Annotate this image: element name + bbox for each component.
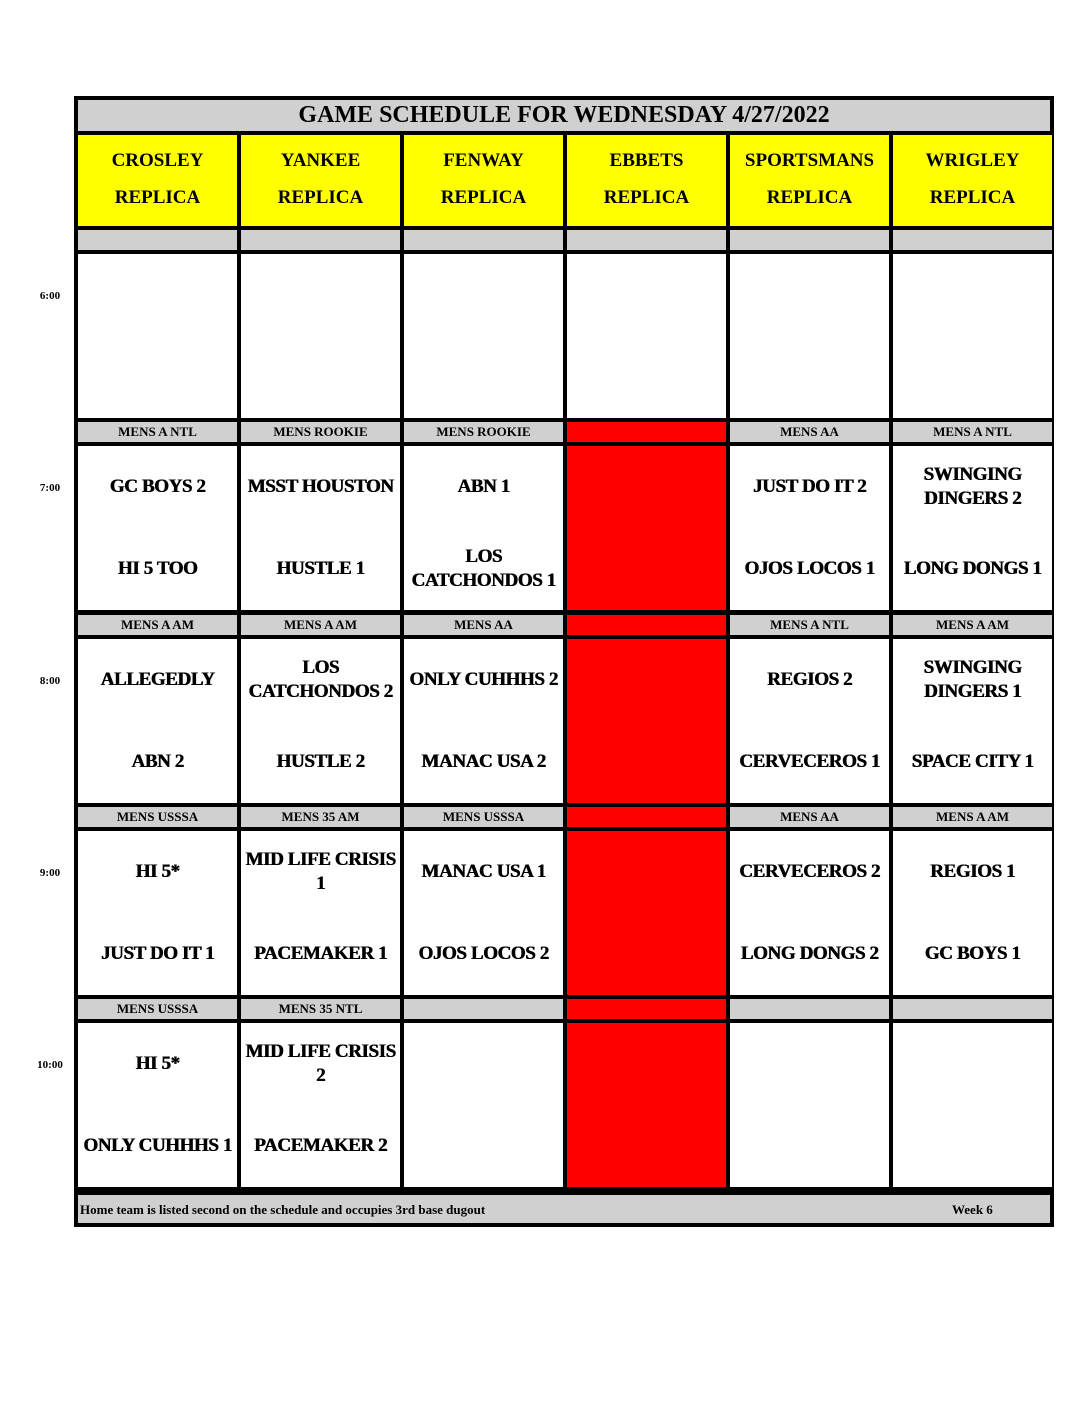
division-label: MENS AA [404, 615, 563, 635]
division-label [404, 999, 563, 1019]
division-label: MENS USSSA [78, 807, 237, 827]
visiting-team: SWINGING DINGERS 2 [923, 464, 1022, 510]
game-cell [241, 446, 400, 610]
game-cell [730, 1023, 889, 1187]
game-cell [78, 254, 237, 418]
home-team: MANAC USA 2 [421, 751, 546, 773]
field-header [241, 135, 400, 226]
game-cell [567, 254, 726, 418]
division-label: MENS A NTL [730, 615, 889, 635]
game-cell [893, 639, 1052, 803]
division-label [567, 615, 726, 635]
home-team: LONG DONGS 1 [903, 558, 1042, 580]
home-team [569, 529, 724, 610]
visiting-team [569, 446, 724, 529]
week-label: Week 6 [952, 1202, 993, 1217]
division-label [567, 422, 726, 442]
home-team-note: Home team is listed second on the schedule and occupies 3rd base dugout [80, 1202, 486, 1217]
division-label [567, 230, 726, 250]
time-label: 10:00 [37, 1059, 63, 1071]
game-cell [78, 1023, 237, 1187]
home-team [243, 337, 398, 418]
division-label: MENS A NTL [893, 422, 1052, 442]
home-team: JUST DO IT 1 [100, 943, 215, 965]
division-label [893, 230, 1052, 250]
visiting-team: SWINGING DINGERS 1 [923, 657, 1022, 703]
game-cell [404, 639, 563, 803]
home-team [406, 1106, 561, 1187]
game-cell [241, 254, 400, 418]
division-label [730, 230, 889, 250]
home-team: OJOS LOCOS 2 [418, 943, 549, 965]
visiting-team: MID LIFE CRISIS 1 [245, 849, 396, 895]
home-team [569, 722, 724, 803]
division-label [567, 999, 726, 1019]
visiting-team [406, 254, 561, 337]
division-label: MENS A AM [241, 615, 400, 635]
division-label [893, 999, 1052, 1019]
visiting-team [243, 254, 398, 337]
time-label: 6:00 [39, 290, 61, 302]
visiting-team: HI 5* [135, 861, 180, 883]
visiting-team: REGIOS 1 [930, 861, 1015, 883]
game-cell [404, 446, 563, 610]
home-team [895, 1106, 1050, 1187]
division-label [567, 807, 726, 827]
home-team: ABN 2 [131, 751, 184, 773]
division-label: MENS A AM [893, 807, 1052, 827]
division-label [730, 999, 889, 1019]
division-label: MENS ROOKIE [404, 422, 563, 442]
field-subtitle: REPLICA [440, 187, 527, 208]
field-subtitle: REPLICA [766, 187, 853, 208]
field-header [893, 135, 1052, 226]
field-name: CROSLEY [111, 150, 204, 171]
home-team: ONLY CUHHHS 1 [83, 1135, 232, 1157]
division-row [74, 615, 1052, 635]
field-header [404, 135, 563, 226]
visiting-team [732, 254, 887, 337]
visiting-team [895, 1023, 1050, 1106]
field-name: WRIGLEY [925, 150, 1020, 171]
game-row [74, 831, 1052, 995]
game-cell [893, 831, 1052, 995]
home-team: LONG DONGS 2 [740, 943, 879, 965]
division-label [404, 230, 563, 250]
time-label: 9:00 [39, 867, 61, 879]
division-row [74, 999, 1052, 1019]
game-cell [893, 446, 1052, 610]
division-label: MENS AA [730, 807, 889, 827]
visiting-team: MSST HOUSTON [247, 476, 394, 498]
visiting-team [895, 254, 1050, 337]
field-subtitle: REPLICA [114, 187, 201, 208]
home-team [569, 1106, 724, 1187]
game-row [74, 639, 1052, 803]
game-cell [404, 831, 563, 995]
game-cell [404, 1023, 563, 1187]
home-team: HUSTLE 1 [276, 558, 365, 580]
visiting-team [569, 831, 724, 914]
field-name: EBBETS [609, 150, 684, 171]
division-row [74, 230, 1052, 250]
visiting-team: CERVECEROS 2 [739, 861, 880, 883]
field-name: SPORTSMANS [744, 150, 875, 171]
home-team [732, 1106, 887, 1187]
game-cell [730, 254, 889, 418]
home-team: OJOS LOCOS 1 [744, 558, 875, 580]
visiting-team [569, 1023, 724, 1106]
game-cell [893, 1023, 1052, 1187]
field-header [567, 135, 726, 226]
division-label: MENS AA [730, 422, 889, 442]
visiting-team: MANAC USA 1 [421, 861, 546, 883]
home-team: HUSTLE 2 [276, 751, 365, 773]
visiting-team [569, 254, 724, 337]
home-team [569, 914, 724, 995]
field-subtitle: REPLICA [929, 187, 1016, 208]
field-header [730, 135, 889, 226]
field-header [78, 135, 237, 226]
field-name: YANKEE [280, 150, 361, 171]
visiting-team [732, 1023, 887, 1106]
footer-bar [78, 1195, 1050, 1223]
division-label: MENS ROOKIE [241, 422, 400, 442]
game-cell [567, 639, 726, 803]
game-cell [78, 446, 237, 610]
schedule-table [74, 96, 1054, 1227]
visiting-team: MID LIFE CRISIS 2 [245, 1041, 396, 1087]
division-row [74, 807, 1052, 827]
division-label [241, 230, 400, 250]
division-label: MENS A AM [78, 615, 237, 635]
home-team [406, 337, 561, 418]
field-name: FENWAY [443, 150, 524, 171]
division-label: MENS USSSA [78, 999, 237, 1019]
game-cell [893, 254, 1052, 418]
visiting-team [406, 1023, 561, 1106]
game-row [74, 1023, 1052, 1187]
division-label: MENS 35 NTL [241, 999, 400, 1019]
game-cell [404, 254, 563, 418]
game-cell [567, 831, 726, 995]
visiting-team: ABN 1 [457, 476, 510, 498]
division-label: MENS 35 AM [241, 807, 400, 827]
schedule-title: GAME SCHEDULE FOR WEDNESDAY 4/27/2022 [78, 100, 1050, 131]
division-label: MENS A NTL [78, 422, 237, 442]
game-cell [241, 639, 400, 803]
game-cell [730, 831, 889, 995]
home-team: GC BOYS 1 [924, 943, 1021, 965]
game-cell [567, 1023, 726, 1187]
visiting-team: GC BOYS 2 [109, 476, 206, 498]
home-team [80, 337, 235, 418]
visiting-team: HI 5* [135, 1053, 180, 1075]
field-header-row [74, 135, 1052, 226]
game-cell [567, 446, 726, 610]
game-cell [78, 639, 237, 803]
game-cell [730, 639, 889, 803]
visiting-team [569, 639, 724, 722]
home-team: CERVECEROS 1 [739, 751, 880, 773]
game-cell [730, 446, 889, 610]
home-team [732, 337, 887, 418]
field-subtitle: REPLICA [277, 187, 364, 208]
visiting-team: REGIOS 2 [767, 669, 852, 691]
division-label: MENS A AM [893, 615, 1052, 635]
game-cell [78, 831, 237, 995]
home-team: PACEMAKER 1 [254, 943, 387, 965]
home-team: SPACE CITY 1 [911, 751, 1034, 773]
division-row [74, 422, 1052, 442]
home-team [569, 337, 724, 418]
game-cell [241, 1023, 400, 1187]
division-label: MENS USSSA [404, 807, 563, 827]
game-row [74, 446, 1052, 610]
visiting-team: ONLY CUHHHS 2 [409, 669, 558, 691]
home-team: HI 5 TOO [117, 558, 198, 580]
division-label [78, 230, 237, 250]
visiting-team: ALLEGEDLY [100, 669, 215, 691]
home-team: LOS CATCHONDOS 1 [411, 546, 556, 592]
time-label: 8:00 [39, 675, 61, 687]
home-team [895, 337, 1050, 418]
visiting-team: LOS CATCHONDOS 2 [248, 657, 393, 703]
time-label: 7:00 [39, 482, 61, 494]
game-row [74, 254, 1052, 418]
game-cell [241, 831, 400, 995]
visiting-team [80, 254, 235, 337]
visiting-team: JUST DO IT 2 [752, 476, 867, 498]
field-subtitle: REPLICA [603, 187, 690, 208]
home-team: PACEMAKER 2 [254, 1135, 387, 1157]
